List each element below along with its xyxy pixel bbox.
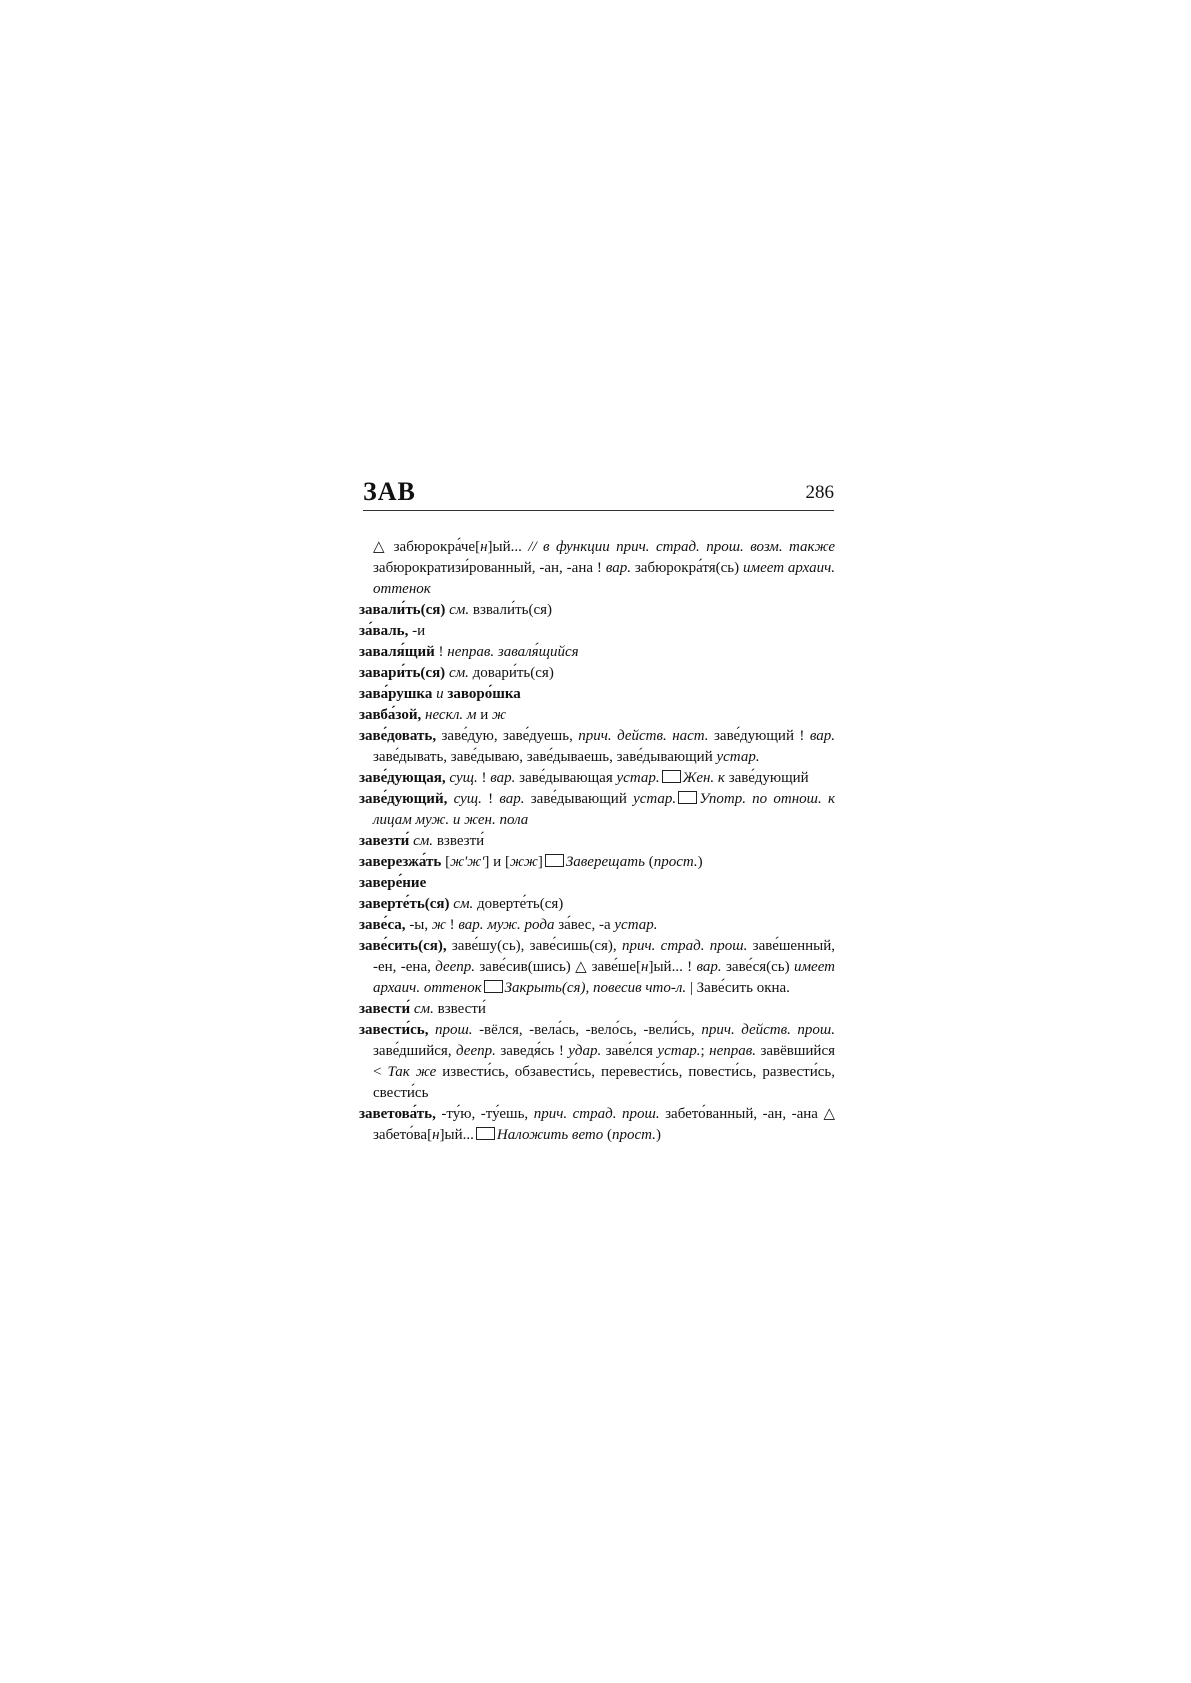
entry-note: деепр. (456, 1043, 501, 1059)
entry-text: забето́ванный, -ан, -ана △ забето́ва[ (373, 1106, 836, 1143)
dictionary-entry (359, 537, 835, 600)
entry-headword: завезти́ (359, 833, 414, 849)
entry-text: заве́дывающий (530, 791, 634, 807)
entry-text: -ы, (409, 917, 432, 933)
dictionary-entry (359, 915, 835, 936)
entry-note: сущ. (453, 791, 489, 807)
entry-note: ж (492, 707, 506, 723)
dictionary-entry (359, 831, 835, 852)
entry-text: заве́дшийся, (373, 1043, 457, 1059)
definition-box-icon (678, 791, 697, 804)
entry-headword: заверезжа́ть (359, 854, 446, 870)
dictionary-entry (359, 873, 835, 894)
entry-headword: завести́ (359, 1001, 414, 1017)
entry-text: ! (438, 644, 448, 660)
entry-text: взвести́ (437, 1001, 486, 1017)
entry-text: заве́лся (605, 1043, 658, 1059)
entry-note: и (436, 686, 448, 702)
entry-note: ж (431, 917, 450, 933)
entry-text: взвезти́ (436, 833, 485, 849)
dictionary-entry (359, 705, 835, 726)
dictionary-entry (359, 684, 835, 705)
entry-note: см. (448, 665, 473, 681)
entry-text: заведя́сь ! (500, 1043, 569, 1059)
definition-box-icon (662, 770, 681, 783)
entry-note: неправ. (447, 644, 498, 660)
entry-note: Употр. по отнош. к лицам муж. и жен. пола (373, 791, 836, 828)
entry-note: Закрыть(ся), повесив что-л. (504, 980, 690, 996)
entry-note: прош. (434, 1022, 480, 1038)
entry-note: вар. муж. рода (458, 917, 559, 933)
dictionary-entry (359, 726, 835, 768)
entry-text: забюрократизи́рованный, -ан, -ана ! (373, 560, 606, 576)
entry-text: ) (655, 1127, 661, 1143)
entry-note: устар. (633, 791, 677, 807)
entry-note: Заверещать (565, 854, 649, 870)
dictionary-entry (359, 936, 835, 999)
dictionary-entry (359, 999, 835, 1020)
dictionary-entry (359, 642, 835, 663)
entry-note: прост. (653, 854, 698, 870)
dictionary-entry (359, 621, 835, 642)
entry-text: ]ый... (487, 539, 529, 555)
entry-headword: завари́ть(ся) (359, 665, 449, 681)
entry-text: и (480, 707, 493, 723)
running-headword: ЗАВ (363, 477, 416, 506)
entry-note: вар. (499, 791, 531, 807)
page-header (363, 476, 834, 511)
entry-note: н (641, 959, 649, 975)
entry-text: -вёлся, -вела́сь, -вело́сь, -вели́сь, (479, 1022, 702, 1038)
entry-note: вар. (605, 560, 635, 576)
entry-note: вар. (490, 770, 520, 786)
entry-text: за́вес, -а (558, 917, 615, 933)
entry-note: см. (413, 1001, 438, 1017)
entry-text: взвали́ть(ся) (472, 602, 553, 618)
dictionary-entries (359, 537, 835, 1146)
entry-text: ; (700, 1043, 710, 1059)
entry-headword: заверте́ть(ся) (359, 896, 454, 912)
entry-note: // в функции прич. страд. прош. возм. также (528, 539, 835, 555)
entry-text: ! (481, 770, 491, 786)
entry-text: заве́дующий (728, 770, 809, 786)
entry-headword: завба́зой, (359, 707, 426, 723)
entry-text: заве́шу(сь), заве́сишь(ся), (451, 938, 622, 954)
entry-text: заве́шенный, -ен, -ена, (373, 938, 835, 975)
entry-text: заве́дую, заве́дуешь, (441, 728, 579, 744)
entry-note: Наложить вето (496, 1127, 607, 1143)
entry-text: забюрокра́тя(сь) (634, 560, 743, 576)
entry-note: см. (449, 602, 473, 618)
entry-note: деепр. (435, 959, 480, 975)
entry-note: Так же (387, 1064, 443, 1080)
entry-note: см. (453, 896, 478, 912)
entry-text: заве́сив(шись) △ заве́ше[ (479, 959, 642, 975)
entry-headword: заваля́щий (359, 644, 439, 660)
entry-note: жж (509, 854, 538, 870)
entry-text: -и (412, 623, 426, 639)
entry-note: устар. (614, 917, 658, 933)
entry-note: устар. (716, 749, 760, 765)
entry-headword: завере́ние (359, 875, 427, 891)
entry-headword: заве́сить(ся), (359, 938, 452, 954)
entry-headword: заворо́шка (447, 686, 521, 702)
definition-box-icon (484, 980, 503, 993)
dictionary-entry (359, 852, 835, 873)
entry-note: прич. действ. прош. (701, 1022, 835, 1038)
entry-text: -ту́ю, -ту́ешь, (441, 1106, 534, 1122)
entry-note: ж'ж' (450, 854, 485, 870)
entry-headword: за́валь, (359, 623, 413, 639)
dictionary-entry (359, 1104, 835, 1146)
entry-text: завёвшийся < (373, 1043, 836, 1080)
entry-headword: заве́довать, (359, 728, 442, 744)
entry-text: ]ый... (439, 1127, 474, 1143)
entry-text: заве́дующий ! (713, 728, 810, 744)
entry-note: нескл. м (425, 707, 481, 723)
entry-note: прич. страд. прош. (533, 1106, 666, 1122)
entry-note: прич. страд. прош. (621, 938, 753, 954)
entry-text: ! (449, 917, 459, 933)
entry-note: устар. (657, 1043, 701, 1059)
entry-note: прост. (612, 1127, 656, 1143)
entry-text: заве́дывать, заве́дываю, заве́дываешь, заве́дывающий (373, 749, 717, 765)
entry-headword: завали́ть(ся) (359, 602, 450, 618)
entry-text: ( (607, 1127, 612, 1143)
entry-text: заве́ся(сь) (725, 959, 794, 975)
definition-box-icon (476, 1127, 495, 1140)
dictionary-entry (359, 768, 835, 789)
entry-text: доверте́ть(ся) (477, 896, 564, 912)
entry-note: удар. (568, 1043, 606, 1059)
entry-text: извести́сь, обзавести́сь, перевести́сь, повести́сь, развести́сь, свести́сь (373, 1064, 835, 1101)
entry-note: см. (413, 833, 437, 849)
entry-note: сущ. (449, 770, 482, 786)
entry-headword: завести́сь, (359, 1022, 435, 1038)
entry-note: прич. действ. наст. (578, 728, 714, 744)
dictionary-entry (359, 600, 835, 621)
entry-headword: заве́са, (359, 917, 410, 933)
dictionary-entry (359, 894, 835, 915)
page-number: 286 (805, 482, 834, 503)
entry-headword: заве́дующая, (359, 770, 450, 786)
entry-note: н (480, 539, 488, 555)
entry-note: неправ. (709, 1043, 761, 1059)
entry-note: имеет архаич. оттенок (373, 560, 835, 597)
entry-note: вар. (696, 959, 726, 975)
entry-text: ) (697, 854, 703, 870)
entry-note: заваля́щийся (497, 644, 579, 660)
entry-note: Жен. к (682, 770, 729, 786)
dictionary-entry (359, 1020, 835, 1104)
entry-headword: заве́дующий, (359, 791, 454, 807)
entry-headword: зава́рушка (359, 686, 437, 702)
entry-text: довари́ть(ся) (472, 665, 554, 681)
entry-text: ] (537, 854, 543, 870)
entry-note: имеет архаич. оттенок (373, 959, 835, 996)
entry-note: вар. (809, 728, 835, 744)
entry-headword: заветова́ть, (359, 1106, 442, 1122)
entry-text: ! (488, 791, 500, 807)
entry-text: △ забюрокра́че[ (373, 539, 481, 555)
entry-text: ( (648, 854, 654, 870)
definition-box-icon (545, 854, 564, 867)
entry-text: | Заве́сить окна. (689, 980, 790, 996)
entry-text: заве́дывающая (519, 770, 617, 786)
entry-note: устар. (616, 770, 660, 786)
entry-note: н (432, 1127, 440, 1143)
entry-text: ]ый... ! (648, 959, 697, 975)
dictionary-entry (359, 663, 835, 684)
entry-text: ] и [ (484, 854, 510, 870)
dictionary-entry (359, 789, 835, 831)
entry-text: [ (445, 854, 451, 870)
